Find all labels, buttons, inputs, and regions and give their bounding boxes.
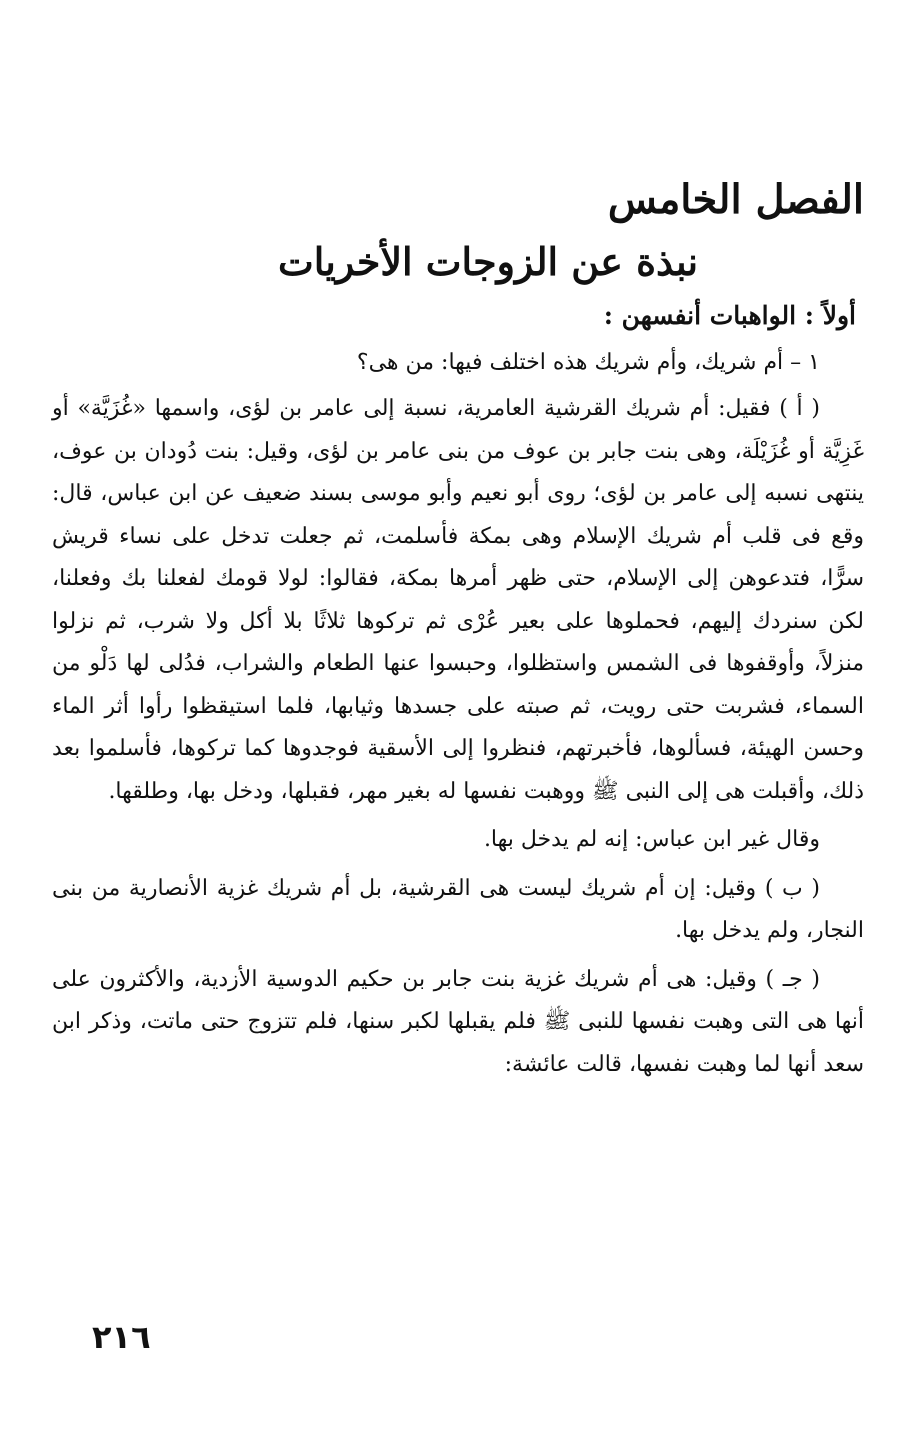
paragraph-other-opinion: وقال غير ابن عباس: إنه لم يدخل بها. [483,827,820,852]
paragraph-c: ( جـ ) وقيل: هى أم شريك غزية بنت جابر بن حكيم الدوسية الأزدية، والأكثرون على أنها هى التى وهبت نفسها للنبى ﷺ فلم يقبلها لكبر سنها، فلم تتزوج حتى ماتت، وذكر ابن سعد أنها لما وهبت نفسها، قالت عائشة: [52,966,864,1077]
chapter-title: الفصل الخامس [607,176,864,223]
page-number: ٢١٦ [92,1318,151,1356]
page-content [52,168,864,1086]
item-one-line: ١ – أم شريك، وأم شريك هذه اختلف فيها: من هى؟ [356,350,820,375]
chapter-subtitle: نبذة عن الزوجات الأخريات [277,239,699,284]
paragraph-a: ( أ ) فقيل: أم شريك القرشية العامرية، نسبة إلى عامر بن لؤى، واسمها «غُزَيَّة» أو غَزِيَّة أو غُزَيْلَة، وهى بنت جابر بن عوف من بنى عامر بن لؤى، وقيل: بنت دُودان بن عوف، ينتهى نسبه إلى عامر بن لؤى؛ روى أبو نعيم وأبو موسى بسند ضعيف عن ابن عباس، قال: وقع فى قلب أم شريك الإسلام وهى بمكة فأسلمت، ثم جعلت تدخل على نساء قريش سرًّا، فتدعوهن إلى الإسلام، حتى ظهر أمرها بمكة، فقالوا: لولا قومك لفعلنا بك وفعلنا، لكن سنردك إليهم، فحملوها على بعير عُرْى ثم تركوها ثلاثًا بلا أكل ولا شرب، ثم نزلوا منزلاً، وأوقفوها فى الشمس واستظلوا، وحبسوا عنها الطعام والشراب، فدُلى لها دَلْو من السماء، فشربت حتى رويت، ثم صبته على جسدها وثيابها، فلما استيقظوا رأوا أثر الماء وحسن الهيئة، فسألوها، فأخبرتهم، فنظروا إلى الأسقية فوجدوها كما تركوها، فأسلموا بعد ذلك، وأقبلت هى إلى النبى ﷺ ووهبت نفسها له بغير مهر، فقبلها، ودخل بها، وطلقها. [52,396,864,804]
section-heading: أولاً : الواهبات أنفسهن : [603,301,856,330]
paragraph-b: ( ب ) وقيل: إن أم شريك ليست هى القرشية، بل أم شريك غزية الأنصارية من بنى النجار، ولم يدخل بها. [52,875,864,943]
